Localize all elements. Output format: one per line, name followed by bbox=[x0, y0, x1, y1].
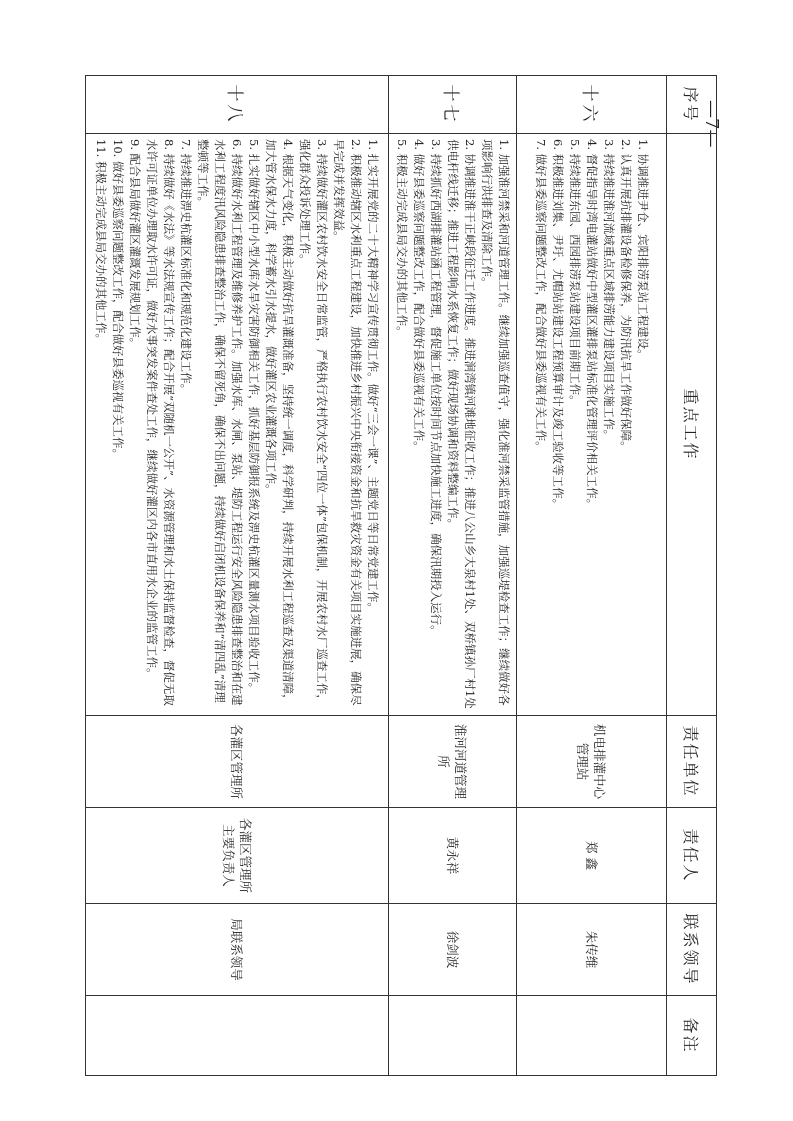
work-item: 7. 持续推进淠史杭灌区标准化和规范化建设工作。 bbox=[179, 139, 194, 396]
work-item: 4. 做好县委巡察问题整改工作，配合做好县委巡视有关工作。 bbox=[412, 139, 426, 453]
work-item: 6. 积极推进刘集、尹圩、尤帽站站建设工程预算审计及竣工验收等工作。 bbox=[551, 139, 565, 511]
row-unit: 淮河河道管理所 bbox=[389, 716, 517, 808]
row-seq: 十八 bbox=[86, 76, 389, 134]
work-item: 1. 协调推进尹仓、宾阳排涝泵站工程建设。 bbox=[636, 139, 650, 361]
row-unit: 机电排灌中心管理站 bbox=[517, 716, 667, 808]
work-item: 1. 扎实开展党的二十大精神学习宣传贯彻工作。做好“三会一课”、主题党日等日常党建工作。 bbox=[366, 139, 381, 614]
work-item: 10. 做好县委巡察问题整改工作，配合做好县委巡视有关工作。 bbox=[111, 139, 126, 460]
work-item: 7. 做好县委巡察问题整改工作，配合做好县委巡视有关工作。 bbox=[534, 139, 548, 453]
work-item: 4. 根据天气变化，积极主动做好抗旱灌溉准备，坚持统一调度，科学研判，持续开展水利工程巡查及渠道清障，加大管水保水力度，科学蓄水引水提水，做好灌区农业灌溉各项工作。 bbox=[264, 139, 296, 706]
table-row bbox=[86, 76, 389, 1076]
work-item: 6. 持续做好水利工程管理及维修养护工作。加强水库、水闸、泵站、堤防工程运行安全风险隐患排查整治和在建水利工程度汛风险隐患排查整治工作，确保不留死角，确保不出问题，持续做好启闭机设备保养和“清四乱”清理整顿等工作。 bbox=[196, 139, 245, 706]
row-note bbox=[389, 996, 517, 1076]
header-unit: 责任单位 bbox=[667, 716, 717, 808]
row-work bbox=[86, 134, 389, 716]
page-number: —7— bbox=[701, 100, 722, 148]
row-note bbox=[86, 996, 389, 1076]
work-item: 2. 积极推动辖区水利重点工程建设，加快推进乡村振兴中央衔接资金和抗旱救灾资金有关项目实施进展，确保尽早完成并发挥效益。 bbox=[332, 139, 364, 706]
work-item: 3. 持续抓好西湖排灌站涵工程管理，督促施工单位按时间节点加快施工进度，确保汛期投入运行。 bbox=[429, 139, 443, 637]
work-item: 3. 持续推进淮河流域重点区域排涝能力建设项目实施工作。 bbox=[602, 139, 616, 442]
header-seq: 序号 bbox=[667, 76, 717, 134]
work-item: 9. 配合县局做好灌区灌溉发展规划工作。 bbox=[128, 139, 143, 350]
work-table bbox=[85, 75, 717, 1075]
row-person: 各灌区管理所主要负责人 bbox=[86, 808, 389, 904]
header-leader: 联系领导 bbox=[667, 904, 717, 996]
work-item: 5. 持续推进东园、西园排涝泵站建设项目前期工作。 bbox=[568, 139, 582, 407]
work-item: 2. 认真开展抗排灌设备检修保养，为防汛抗旱工作做好保障。 bbox=[619, 139, 633, 453]
work-item: 11. 积极主动完成县局交办的其他工作。 bbox=[94, 139, 109, 345]
row-seq: 十六 bbox=[517, 76, 667, 134]
row-note bbox=[517, 996, 667, 1076]
work-item: 4. 督促指导时湾电灌站做好中型灌区灌排泵站标准化管理评价相关工作。 bbox=[585, 139, 599, 511]
table-header-row bbox=[667, 76, 717, 1076]
work-item: 1. 加强淮河禁采和河道管理工作。继续加强巡查值守，强化淮河禁采监管措施，加强巡堤检查工作；继续做好各项影响行洪排查及清除工作。 bbox=[480, 139, 511, 706]
row-seq: 十七 bbox=[389, 76, 517, 134]
row-work bbox=[517, 134, 667, 716]
table-row bbox=[517, 76, 667, 1076]
row-leader: 局联系领导 bbox=[86, 904, 389, 996]
row-leader: 徐剑波 bbox=[389, 904, 517, 996]
row-person: 黄永祥 bbox=[389, 808, 517, 904]
work-item: 8. 持续做好《水法》等水法规宣传工作；配合开展“双随机一公开”、水资源管理和水土保持监督检查，督促无取水许可证单位办理取水许可证，做好水事突发案件查处工作，继续做好灌区内各市直用水企业的监管工作。 bbox=[145, 139, 177, 706]
work-item: 2. 协调推进淮干正峡段征迁工作进度。推进涧湾镇河滩地征收工作；推进八公山乡大泉村1处、双桥镇孙厂村1处供电杆线迁移；推进工程影响水系恢复工作；做好现场协调和资料整编工作。 bbox=[446, 139, 477, 709]
row-person: 郑 鑫 bbox=[517, 808, 667, 904]
header-work: 重点工作 bbox=[667, 134, 717, 716]
header-note: 备注 bbox=[667, 996, 717, 1076]
table-row bbox=[389, 76, 517, 1076]
work-item: 5. 扎实做好辖区中小型水库水旱灾害防御相关工作，抓好基层防御报系统及淠史杭灌区量测水项目验收工作。 bbox=[247, 139, 262, 695]
row-leader: 朱传维 bbox=[517, 904, 667, 996]
header-person: 责任人 bbox=[667, 808, 717, 904]
work-item: 5. 积极主动完成县局交办的其他工作。 bbox=[395, 139, 409, 338]
row-unit: 各灌区管理所 bbox=[86, 716, 389, 808]
row-work bbox=[389, 134, 517, 716]
work-item: 3. 持续做好灌区农村饮水安全日常监管，严格执行农村饮水安全“四位一体”包保机制，开展农村水厂巡查工作，强化群众投诉处理工作。 bbox=[298, 139, 330, 706]
